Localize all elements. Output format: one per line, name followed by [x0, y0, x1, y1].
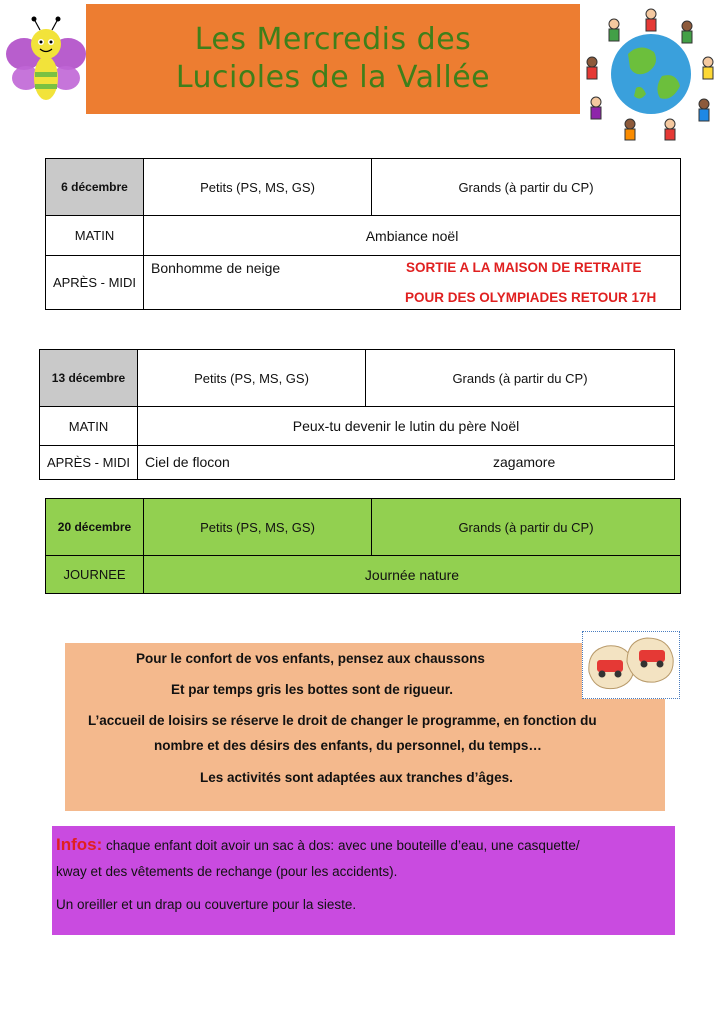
infos-line-3: Un oreiller et un drap ou couverture pour la sieste. — [56, 897, 357, 912]
notes-box — [65, 643, 665, 811]
column-header-grands: Grands (à partir du CP) — [366, 350, 675, 407]
infos-line-1 — [56, 835, 580, 855]
apres-midi-grands-line-1: SORTIE A LA MAISON DE RETRAITE — [406, 260, 642, 275]
title-banner — [86, 4, 580, 114]
note-line-3: L’accueil de loisirs se réserve le droit de changer le programme, en fonction du — [88, 713, 597, 728]
schedule-table-20-decembre — [45, 498, 681, 594]
infos-line-2: kway et des vêtements de rechange (pour les accidents). — [56, 864, 398, 879]
matin-activity: Peux-tu devenir le lutin du père Noël — [138, 407, 675, 446]
row-label-journee: JOURNEE — [46, 556, 144, 594]
apres-midi-petits: Ciel de flocon — [145, 454, 230, 470]
note-line-5: Les activités sont adaptées aux tranches d’âges. — [200, 770, 513, 785]
date-cell: 6 décembre — [46, 159, 144, 216]
date-cell: 20 décembre — [46, 499, 144, 556]
schedule-table-6-decembre — [45, 158, 681, 310]
schedule-table-13-decembre — [39, 349, 675, 480]
column-header-petits: Petits (PS, MS, GS) — [138, 350, 366, 407]
apres-midi-grands: zagamore — [493, 454, 556, 470]
column-header-grands: Grands (à partir du CP) — [372, 159, 681, 216]
row-label-apres-midi: APRÈS - MIDI — [40, 446, 138, 480]
date-cell: 13 décembre — [40, 350, 138, 407]
globe-children-logo — [580, 2, 722, 142]
row-label-matin: MATIN — [40, 407, 138, 446]
page-title-line-1: Les Mercredis des — [194, 22, 472, 57]
journee-activity: Journée nature — [144, 556, 681, 594]
infos-box — [52, 826, 675, 935]
infos-text-1: chaque enfant doit avoir un sac à dos: avec une bouteille d’eau, une casquette/ — [102, 838, 580, 853]
bee-logo — [4, 16, 88, 106]
column-header-petits: Petits (PS, MS, GS) — [144, 499, 372, 556]
slippers-image — [582, 631, 680, 699]
column-header-petits: Petits (PS, MS, GS) — [144, 159, 372, 216]
page-title-line-2: Lucioles de la Vallée — [175, 60, 491, 95]
note-line-2: Et par temps gris les bottes sont de rigueur. — [171, 682, 454, 697]
infos-label: Infos: — [56, 835, 103, 854]
note-line-1: Pour le confort de vos enfants, pensez aux chaussons — [136, 651, 485, 666]
apres-midi-activities — [144, 256, 681, 310]
apres-midi-petits: Bonhomme de neige — [151, 260, 281, 276]
matin-activity: Ambiance noël — [144, 216, 681, 256]
apres-midi-grands-line-2: POUR DES OLYMPIADES RETOUR 17H — [405, 290, 657, 305]
column-header-grands: Grands (à partir du CP) — [372, 499, 681, 556]
row-label-apres-midi: APRÈS - MIDI — [46, 256, 144, 310]
apres-midi-activities — [138, 446, 675, 480]
row-label-matin: MATIN — [46, 216, 144, 256]
note-line-4: nombre et des désirs des enfants, du personnel, du temps… — [154, 738, 542, 753]
